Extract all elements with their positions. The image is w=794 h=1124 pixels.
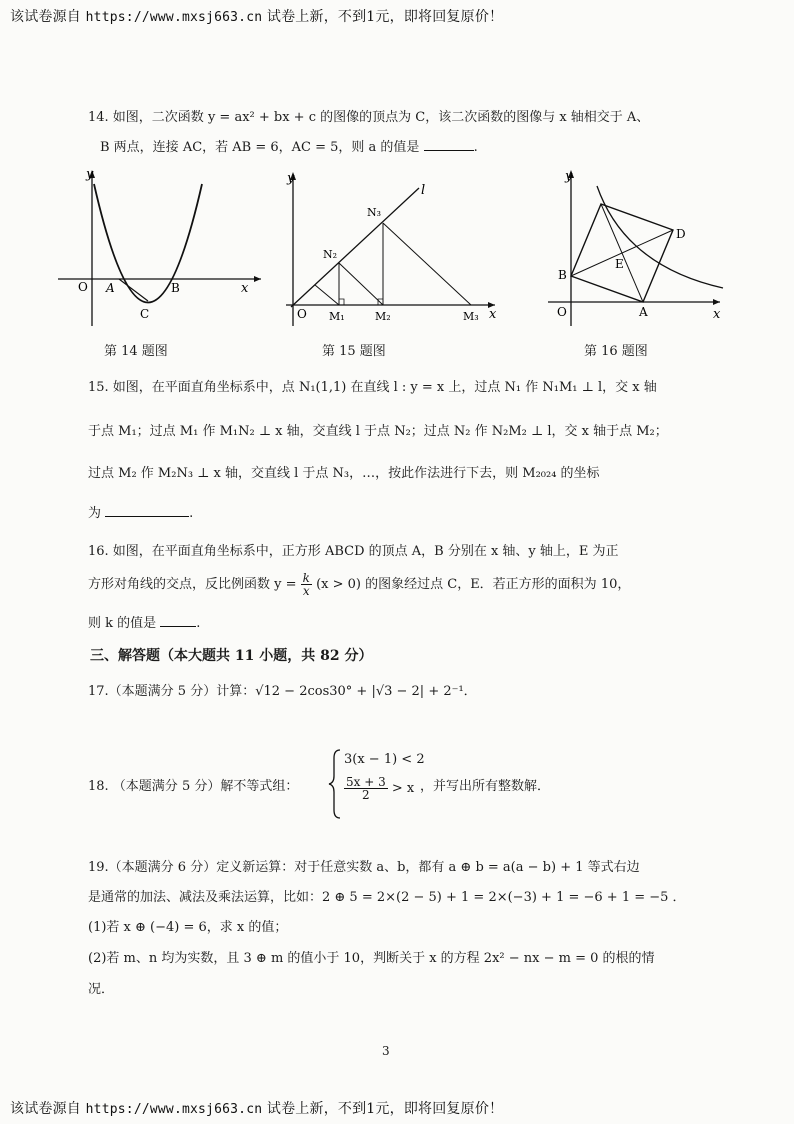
q16-line1: 16. 如图，在平面直角坐标系中，正方形 ABCD 的顶点 A，B 分别在 x 轴、y 轴上，E 为正 bbox=[88, 544, 619, 559]
q15-line2: 于点 M₁；过点 M₁ 作 M₁N₂ ⊥ x 轴，交直线 l 于点 N₂；过点 N₂ 作 N₂M₂ ⊥ l，交 x 轴于点 M₂； bbox=[88, 424, 668, 439]
fig14-label-b: B bbox=[171, 281, 180, 295]
q19-line1: 19.（本题满分 6 分）定义新运算：对于任意实数 a、b，都有 a ⊕ b = a(a − b) + 1 等式右边 bbox=[88, 860, 640, 875]
q15-answer-blank bbox=[105, 504, 189, 517]
fig15-label-y: y bbox=[287, 171, 295, 186]
fig16-label-y: y bbox=[565, 169, 573, 184]
q16-line2-b: (x > 0) 的图象经过点 C，E．若正方形的面积为 10， bbox=[316, 577, 631, 592]
banner-suffix-bottom: 试卷上新，不到1元，即将回复原价！ bbox=[266, 1101, 504, 1117]
q14-line1: 14. 如图，二次函数 y = ax² + bx + c 的图像的顶点为 C，该二次函数的图像与 x 轴相交于 A、 bbox=[88, 110, 650, 125]
fig15-label-m3: M₃ bbox=[463, 310, 479, 323]
q15-line3: 过点 M₂ 作 M₂N₃ ⊥ x 轴，交直线 l 于点 N₃，…，按此作法进行下去，则 M₂₀₂₄ 的坐标 bbox=[88, 466, 600, 481]
fig16-hyperbola bbox=[597, 186, 723, 288]
fig14-label-a: A bbox=[106, 281, 115, 295]
q18-inequality-2 bbox=[344, 776, 414, 801]
fig16-diagonal-ca bbox=[601, 204, 643, 302]
q18-ineq2-tail: > x bbox=[391, 781, 415, 796]
fig14-label-o: O bbox=[78, 280, 88, 294]
q15-line4: 为 . bbox=[88, 506, 194, 521]
figure-16 bbox=[545, 166, 725, 331]
figure-15 bbox=[283, 166, 503, 331]
fig15-line-l bbox=[291, 188, 419, 307]
section-3-heading: 三、解答题（本大题共 11 小题，共 82 分） bbox=[90, 648, 373, 664]
q16-line3: 则 k 的值是 . bbox=[88, 616, 201, 631]
fig15-label-x: x bbox=[489, 307, 497, 322]
fig15-label-l: l bbox=[421, 183, 426, 198]
q14-line2: B 两点，连接 AC，若 AB = 6，AC = 5，则 a 的值是 . bbox=[100, 140, 478, 155]
q15-line4-text: 为 bbox=[88, 506, 102, 521]
q19-part1: (1)若 x ⊕ (−4) = 6，求 x 的值； bbox=[88, 920, 288, 935]
q17-line: 17.（本题满分 5 分）计算：√12 − 2cos30° + |√3 − 2| + 2⁻¹． bbox=[88, 684, 477, 699]
fig14-segment-ac bbox=[119, 279, 148, 301]
fig15-n1m1 bbox=[315, 285, 339, 305]
q14-answer-blank bbox=[424, 138, 474, 151]
banner-prefix-bottom: 该试卷源自 bbox=[10, 1101, 81, 1117]
fig15-label-n3: N₃ bbox=[367, 206, 382, 219]
q16-line3-text: 则 k 的值是 bbox=[88, 616, 157, 631]
q18-tail: ，并写出所有整数解． bbox=[420, 779, 551, 794]
q16-fraction bbox=[301, 572, 312, 597]
banner-url-bottom[interactable]: https://www.mxsj663.cn bbox=[85, 1102, 263, 1117]
q16-frac-den: x bbox=[302, 584, 310, 598]
fig16-label-a: A bbox=[639, 305, 648, 319]
q18-fraction bbox=[344, 776, 388, 801]
banner-suffix: 试卷上新，不到1元，即将回复原价！ bbox=[266, 9, 504, 25]
q15-line1: 15. 如图，在平面直角坐标系中，点 N₁(1,1) 在直线 l : y = x 上，过点 N₁ 作 N₁M₁ ⊥ l，交 x 轴 bbox=[88, 380, 657, 395]
fig16-label-x: x bbox=[713, 307, 721, 322]
banner-prefix: 该试卷源自 bbox=[10, 9, 81, 25]
q16-frac-num: k bbox=[302, 571, 310, 585]
q18-brace bbox=[328, 748, 342, 820]
fig16-label-b: B bbox=[558, 268, 567, 282]
q18-intro: 18. （本题满分 5 分）解不等式组： bbox=[88, 779, 299, 794]
fig16-caption: 第 16 题图 bbox=[584, 344, 648, 359]
fig16-label-d: D bbox=[676, 227, 686, 241]
fig15-n2m2 bbox=[339, 263, 383, 305]
q16-line2-a: 方形对角线的交点，反比例函数 y = bbox=[88, 577, 297, 592]
q19-line2: 是通常的加法、减法及乘法运算，比如：2 ⊕ 5 = 2×(2 − 5) + 1 = 2×(−3) + 1 = −6 + 1 = −5 ． bbox=[88, 890, 686, 905]
q19-part2-line1: (2)若 m、n 均为实数，且 3 ⊕ m 的值小于 10，判断关于 x 的方程 2x² − nx − m = 0 的根的情 bbox=[88, 951, 655, 966]
figure-14 bbox=[56, 166, 271, 331]
fig16-label-o: O bbox=[557, 305, 567, 319]
page-number: 3 bbox=[382, 1044, 390, 1058]
q14-line2-text: B 两点，连接 AC，若 AB = 6，AC = 5，则 a 的值是 bbox=[100, 140, 420, 155]
q18-frac-num: 5x + 3 bbox=[346, 775, 386, 789]
fig14-label-y: y bbox=[86, 167, 94, 182]
fig15-label-m2: M₂ bbox=[375, 310, 391, 323]
fig15-n3m3 bbox=[383, 223, 471, 305]
q18-frac-den: 2 bbox=[362, 788, 370, 802]
fig16-label-e: E bbox=[615, 257, 624, 271]
fig15-caption: 第 15 题图 bbox=[322, 344, 386, 359]
source-banner-bottom bbox=[10, 1098, 503, 1118]
source-banner-top bbox=[10, 6, 503, 26]
q19-part2-line2: 况． bbox=[88, 982, 115, 997]
q18-inequality-1: 3(x − 1) < 2 bbox=[344, 752, 425, 767]
fig15-label-o: O bbox=[297, 307, 307, 321]
banner-url[interactable]: https://www.mxsj663.cn bbox=[85, 10, 263, 25]
fig14-label-x: x bbox=[241, 281, 249, 296]
fig15-label-m1: M₁ bbox=[329, 310, 345, 323]
fig14-label-c: C bbox=[140, 307, 150, 321]
fig14-caption: 第 14 题图 bbox=[104, 344, 168, 359]
q16-line2 bbox=[88, 572, 630, 597]
q16-answer-blank bbox=[160, 614, 196, 627]
fig15-label-n2: N₂ bbox=[323, 248, 338, 261]
